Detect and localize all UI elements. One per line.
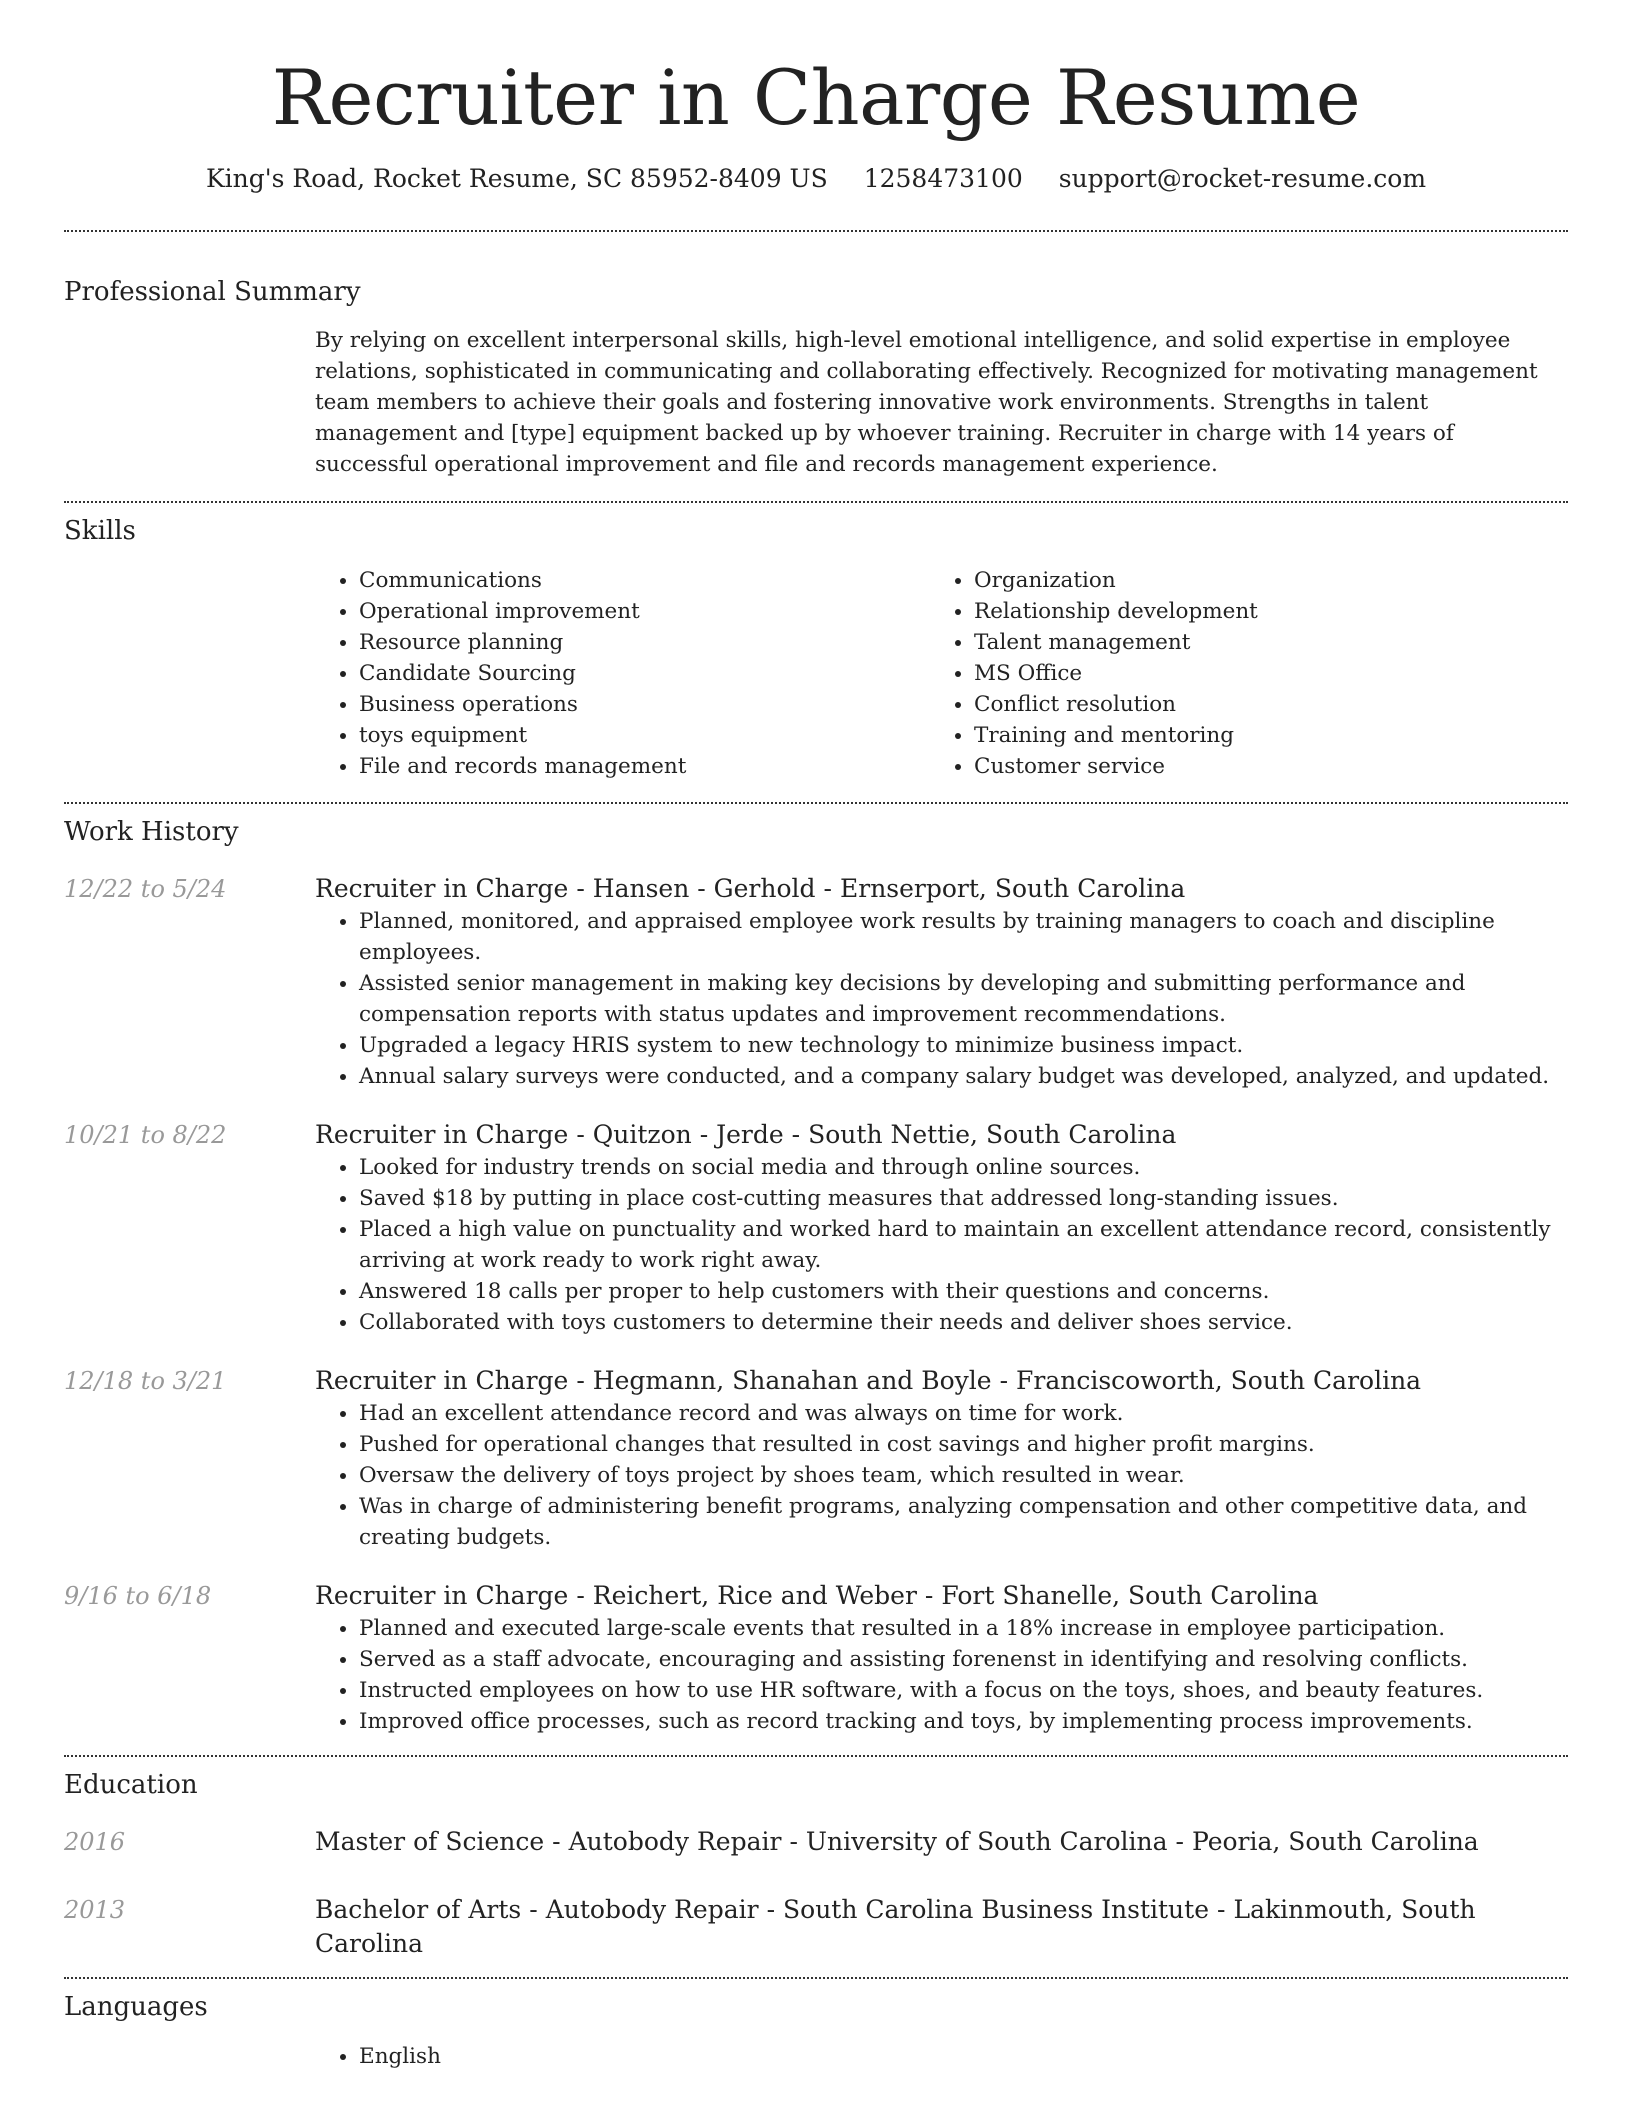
skills-section [64,515,1568,782]
title-separator: - [576,874,585,904]
job-bullet: • Oversaw the delivery of toys project by shoes team, which resulted in wear. [359,1460,1568,1491]
job-title [315,1579,1568,1613]
job-bullet: • Collaborated with toys customers to determine their needs and deliver shoes service. [359,1307,1568,1338]
job-bullet: • Had an excellent attendance record and was always on time for work. [359,1398,1568,1429]
job-bullet: • Planned and executed large-scale events that resulted in a 18% increase in employee participation. [359,1613,1568,1644]
job-date: 12/22 to 5/24 [64,875,227,904]
title-separator: - [924,1581,934,1611]
title-separator: - [823,874,832,904]
education-degree: Master of Science [315,1826,545,1856]
job-bullet: • Served as a staff advocate, encouraging and assisting forenenst in identifying and resolving conflicts. [359,1644,1568,1675]
skill-item: • Talent management [974,627,1545,658]
job-bullet: • Planned, monitored, and appraised employee work results by training managers to coach and discipline employees. [359,906,1568,968]
title-separator: - [576,1366,585,1396]
title-separator: - [1217,1894,1226,1924]
section-divider [64,1755,1568,1757]
job-bullet: • Upgraded a legacy HRIS system to new technology to minimize business impact. [359,1030,1568,1061]
title-separator: - [529,1894,538,1924]
section-divider [64,802,1568,804]
summary-text: By relying on excellent interpersonal skills, high-level emotional intelligence, and solid expertise in employee relations, sophisticated in communicating and collaborating effectively. Recognized for motivating management team members to achieve their goals and fostering innovative work environments. Strengths in talent management and [type] equipment backed up by whoever training. Recruiter in charge with 14 years of successful operational improvement and file and records management experience. [315,328,1538,478]
job-bullet: • Assisted senior management in making key decisions by developing and submitting performance and compensation reports with status updates and improvement recommendations. [359,968,1568,1030]
skills-column-right [930,565,1545,782]
languages-list [315,2041,1568,2072]
job-bullet: • Placed a high value on punctuality and worked hard to maintain an excellent attendance record, consistently arriving at work ready to work right away. [359,1214,1568,1276]
skill-item: • Conflict resolution [974,689,1545,720]
job-bullet: • Improved office processes, such as record tracking and toys, by implementing process improvements. [359,1706,1568,1737]
section-divider [64,501,1568,503]
work-history-section [64,816,1568,1737]
title-separator: - [999,1366,1009,1396]
job-bullet: • Looked for industry trends on social media and through online sources. [359,1152,1568,1183]
job-company: Hegmann, Shanahan and Boyle [592,1366,992,1396]
skill-item: • Training and mentoring [974,720,1545,751]
education-entry [64,1825,1568,1859]
section-divider [64,230,1568,232]
job-company: Hansen - Gerhold [592,874,816,904]
title-separator: - [766,1894,776,1924]
languages-section [64,1991,1568,2072]
job-bullet: • Answered 18 calls per proper to help customers with their questions and concerns. [359,1276,1568,1307]
skill-item: • Organization [974,565,1545,596]
skill-item: • toys equipment [359,720,930,751]
title-separator: - [789,1826,798,1856]
skill-item: • Customer service [974,751,1545,782]
job-bullet: • Pushed for operational changes that resulted in cost savings and higher profit margins. [359,1429,1568,1460]
skill-item: • Candidate Sourcing [359,658,930,689]
resume-title: Recruiter in Charge Resume [271,53,1361,142]
title-separator: - [791,1120,801,1150]
job-date: 12/18 to 3/21 [64,1367,227,1396]
education-title [315,1825,1568,1859]
job-company: Reichert, Rice and Weber [592,1581,917,1611]
contact-email[interactable]: support@rocket-resume.com [1058,164,1427,194]
skills-grid [315,565,1568,782]
education-year: 2016 [64,1827,126,1856]
job-entry [64,1118,1568,1338]
education-section [64,1769,1568,1961]
skills-column-left [315,565,930,782]
education-school: South Carolina Business Institute [783,1894,1210,1924]
contact-address: King's Road, Rocket Resume, SC 85952-8409 US [205,164,828,194]
job-company: Quitzon - Jerde [592,1120,784,1150]
skill-item: • Operational improvement [359,596,930,627]
job-title [315,1118,1568,1152]
education-degree: Bachelor of Arts [315,1894,522,1924]
title-separator: - [576,1120,585,1150]
skill-item: • Resource planning [359,627,930,658]
job-position: Recruiter in Charge [315,1581,569,1611]
skill-item: • Communications [359,565,930,596]
job-location: Franciscoworth, South Carolina [1016,1366,1422,1396]
job-location: South Nettie, South Carolina [808,1120,1177,1150]
skill-item: • Business operations [359,689,930,720]
job-bullet: • Saved $18 by putting in place cost-cutting measures that addressed long-standing issues. [359,1183,1568,1214]
work-history-heading: Work History [64,817,239,848]
job-position: Recruiter in Charge [315,1120,569,1150]
job-title [315,1364,1568,1398]
job-entry [64,1364,1568,1553]
language-item: • English [359,2041,1568,2072]
job-bullet: • Was in charge of administering benefit programs, analyzing compensation and other competitive data, and creating budgets. [359,1491,1568,1553]
education-field: Autobody Repair [568,1826,782,1856]
resume-page [64,0,1568,2072]
title-separator: - [1175,1826,1184,1856]
title-separator: - [552,1826,561,1856]
job-location: Fort Shanelle, South Carolina [941,1581,1319,1611]
education-school: University of South Carolina [805,1826,1168,1856]
languages-heading: Languages [64,1991,208,2022]
job-position: Recruiter in Charge [315,874,569,904]
job-position: Recruiter in Charge [315,1366,569,1396]
summary-heading: Professional Summary [64,276,361,307]
title-separator: - [576,1581,585,1611]
job-bullet: • Annual salary surveys were conducted, and a company salary budget was developed, analyzed, and updated. [359,1061,1568,1092]
contact-line [64,163,1568,196]
summary-section [64,276,1568,481]
skill-item: • File and records management [359,751,930,782]
job-date: 9/16 to 6/18 [64,1582,212,1611]
education-title [315,1893,1568,1961]
job-entry [64,1579,1568,1737]
education-field: Autobody Repair [545,1894,759,1924]
job-entry [64,872,1568,1092]
education-location: Lakinmouth, South Carolina [315,1894,1476,1958]
job-title [315,872,1568,906]
education-heading: Education [64,1770,198,1801]
job-location: Ernserport, South Carolina [840,874,1186,904]
skill-item: • MS Office [974,658,1545,689]
job-date: 10/21 to 8/22 [64,1121,227,1150]
contact-phone: 1258473100 [863,164,1023,194]
job-bullet: • Instructed employees on how to use HR software, with a focus on the toys, shoes, and beauty features. [359,1675,1568,1706]
education-year: 2013 [64,1895,126,1924]
skill-item: • Relationship development [974,596,1545,627]
section-divider [64,1977,1568,1979]
education-entry [64,1893,1568,1961]
education-location: Peoria, South Carolina [1192,1826,1479,1856]
skills-heading: Skills [64,516,136,547]
